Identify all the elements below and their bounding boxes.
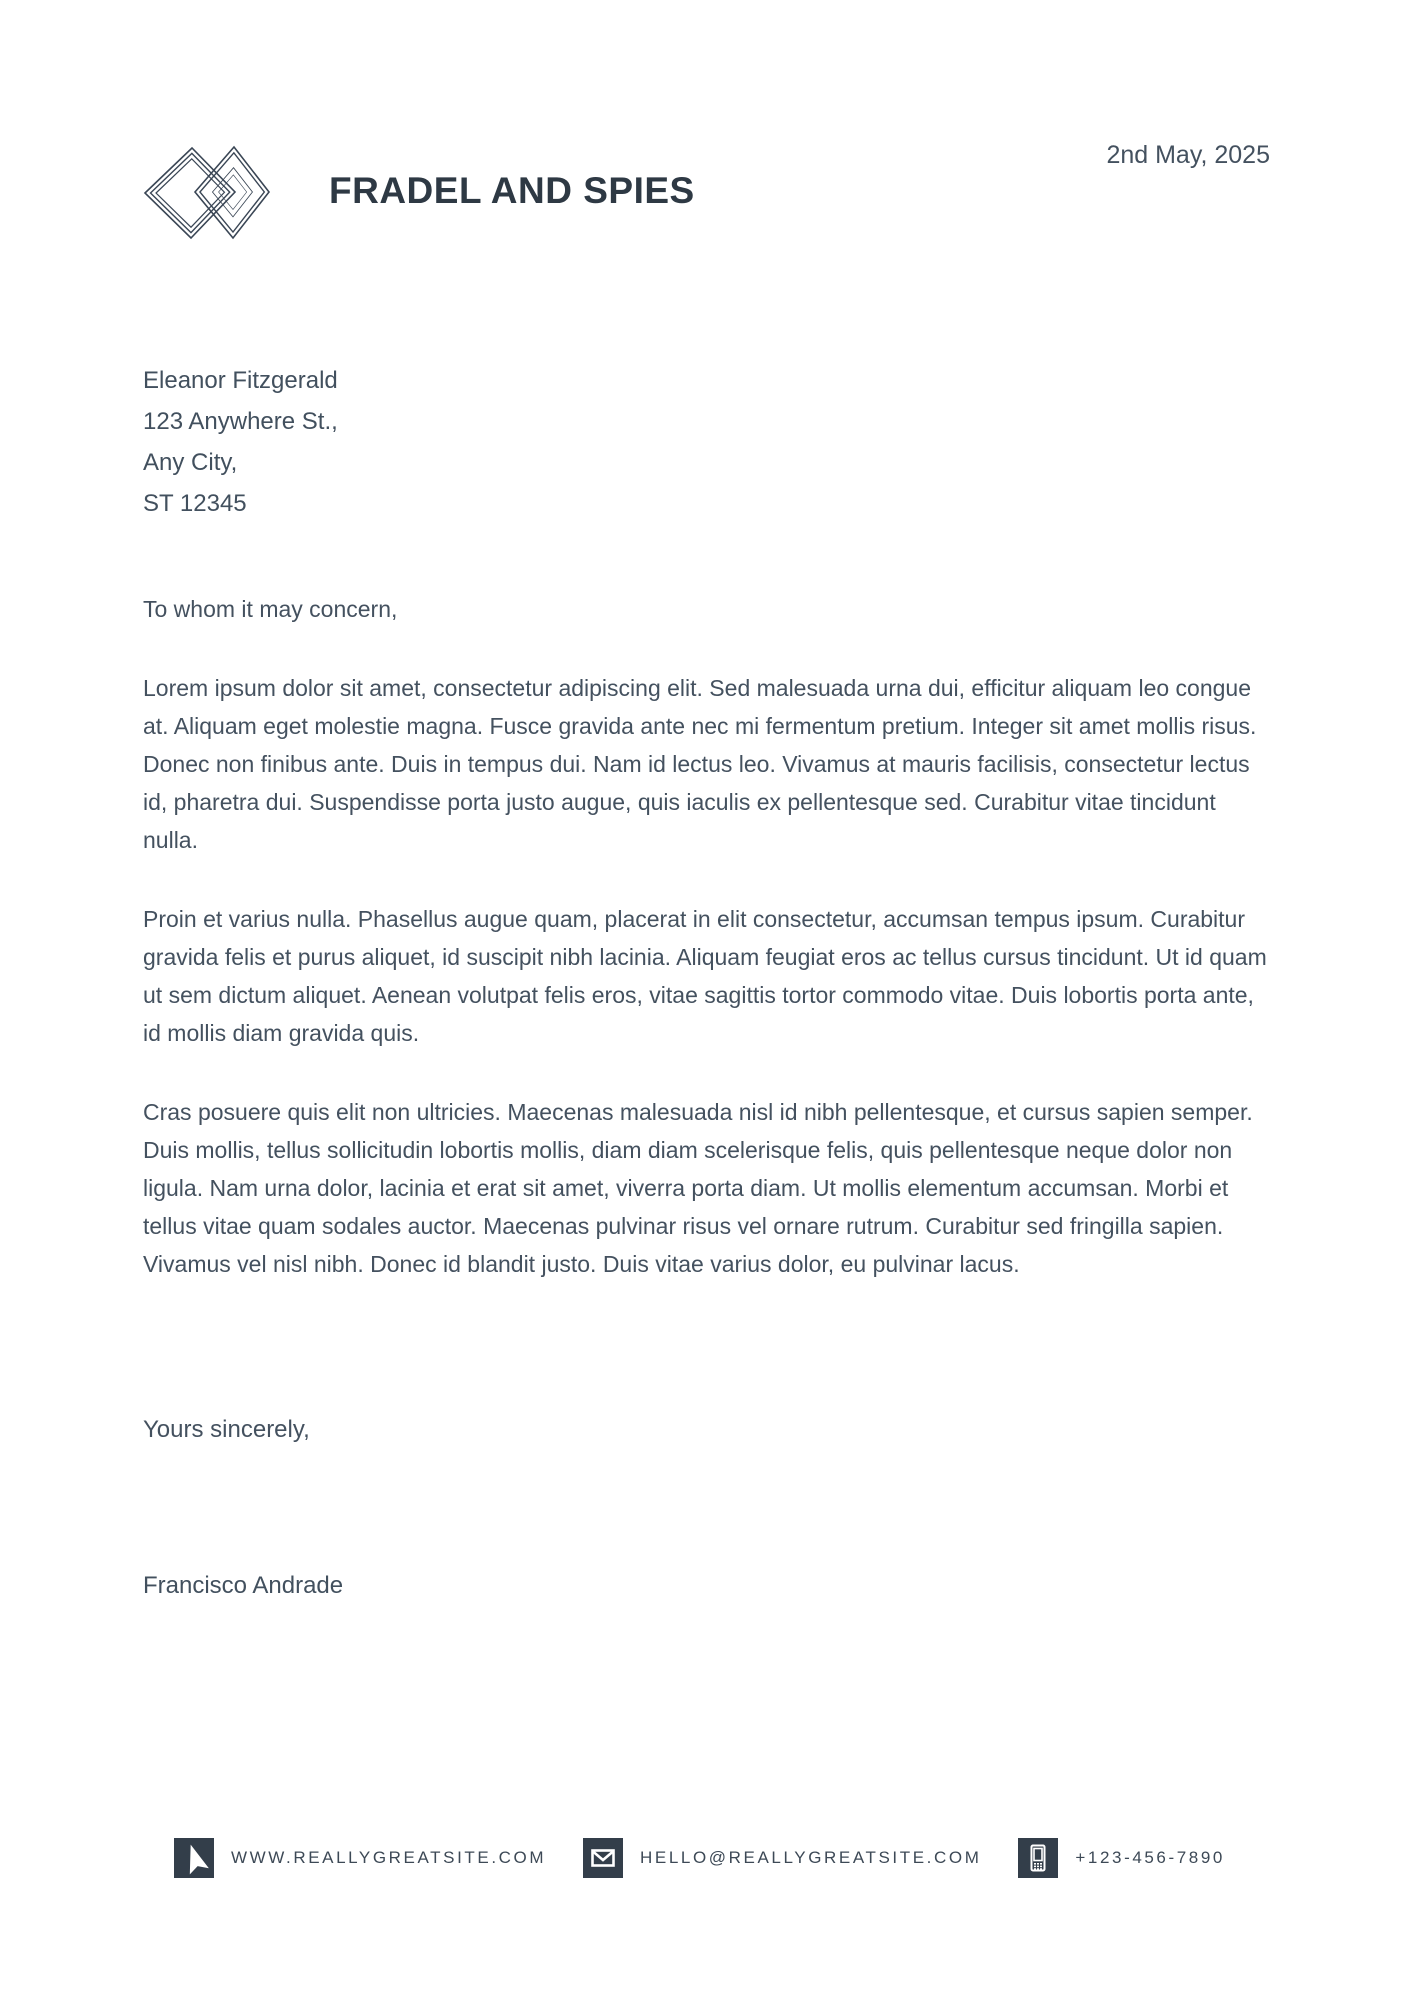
company-name: FRADEL AND SPIES — [329, 170, 695, 211]
recipient-city: Any City, — [143, 449, 238, 476]
salutation: To whom it may concern, — [143, 596, 398, 622]
email-address: HELLO@REALLYGREATSITE.COM — [640, 1848, 982, 1867]
letter-body — [143, 590, 1273, 1283]
recipient-state-zip: ST 12345 — [143, 490, 247, 517]
paragraph-1: Lorem ipsum dolor sit amet, consectetur adipiscing elit. Sed malesuada urna dui, efficitur aliquam leo congue at. Aliquam eget molestie magna. Fusce gravida ante nec mi fermentum pretium. Integer sit amet mollis risus. Donec non finibus ante. Duis in tempus dui. Nam id lectus leo. Vivamus at mauris facilisis, consectetur lectus id, pharetra dui. Suspendisse porta justo augue, quis iaculis ex pellentesque sed. Curabitur vitae tincidunt nulla. — [143, 675, 1257, 853]
phone-number: +123-456-7890 — [1075, 1848, 1225, 1867]
phone-contact — [1018, 1838, 1225, 1878]
letter-date: 2nd May, 2025 — [1106, 141, 1270, 169]
signer-name: Francisco Andrade — [143, 1572, 344, 1599]
letterhead — [133, 142, 695, 240]
interlocked-diamonds-logo-icon — [133, 142, 275, 240]
email-contact — [583, 1838, 981, 1878]
paragraph-2: Proin et varius nulla. Phasellus augue quam, placerat in elit consectetur, accumsan tempus ipsum. Curabitur gravida felis et purus aliquet, id suscipit nibh lacinia. Aliquam feugiat eros ac tellus cursus tincidunt. Ut id quam ut sem dictum aliquet. Aenean volutpat felis eros, vitae sagittis tortor commodo vitae. Duis lobortis porta ante, id mollis diam gravida quis. — [143, 906, 1267, 1046]
closing-phrase: Yours sincerely, — [143, 1416, 310, 1443]
contact-footer — [174, 1838, 1225, 1878]
cursor-arrow-icon — [174, 1838, 214, 1878]
mobile-phone-icon — [1018, 1838, 1058, 1878]
recipient-name: Eleanor Fitzgerald — [143, 367, 338, 394]
paragraph-3: Cras posuere quis elit non ultricies. Maecenas malesuada nisl id nibh pellentesque, et cursus sapien semper. Duis mollis, tellus sollicitudin lobortis mollis, diam diam scelerisque felis, quis pellentesque neque dolor non ligula. Nam urna dolor, lacinia et erat sit amet, viverra porta diam. Ut mollis elementum accumsan. Morbi et tellus vitae quam sodales auctor. Maecenas pulvinar risus vel ornare rutrum. Curabitur sed fringilla sapien. Vivamus vel nisl nibh. Donec id blandit justo. Duis vitae varius dolor, eu pulvinar lacus. — [143, 1099, 1253, 1277]
envelope-icon — [583, 1838, 623, 1878]
website-contact — [174, 1838, 546, 1878]
website-url: WWW.REALLYGREATSITE.COM — [231, 1848, 547, 1867]
recipient-street: 123 Anywhere St., — [143, 408, 338, 435]
recipient-address-block — [143, 360, 338, 524]
